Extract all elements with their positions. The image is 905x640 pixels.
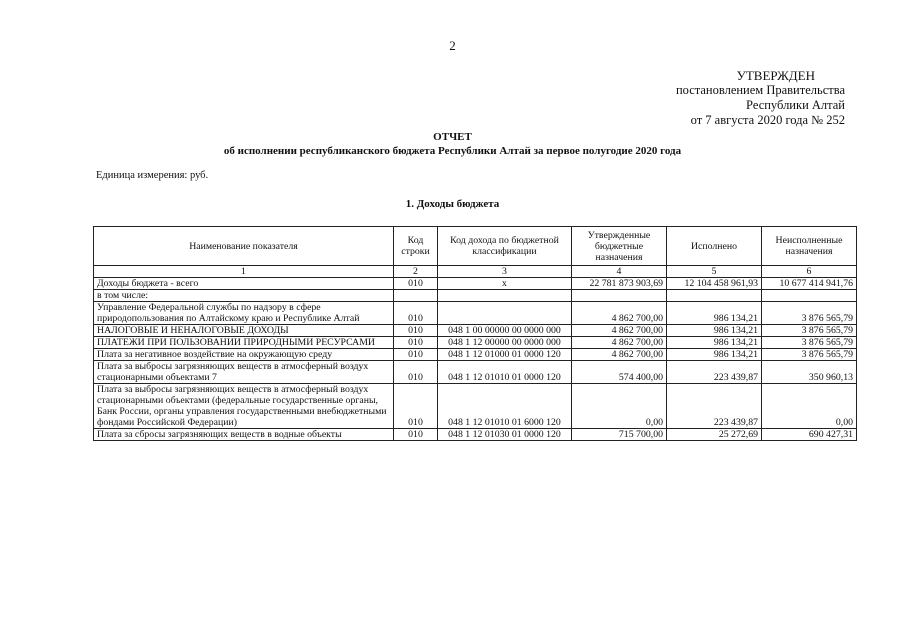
income-code-cell: 048 1 12 00000 00 0000 000 <box>438 337 572 349</box>
row-code-cell: 010 <box>394 278 438 290</box>
executed-amount-cell: 986 134,21 <box>667 325 762 337</box>
column-number-row <box>94 266 857 278</box>
column-header: Неисполненные назначения <box>762 227 857 266</box>
table-row <box>94 325 857 337</box>
title-line: об исполнении республиканского бюджета Республики Алтай за первое полугодие 2020 года <box>223 145 682 157</box>
approval-line: постановлением Правительства <box>675 83 845 97</box>
executed-amount-cell: 25 272,69 <box>667 429 762 441</box>
table-row <box>94 349 857 361</box>
indicator-name-cell: НАЛОГОВЫЕ И НЕНАЛОГОВЫЕ ДОХОДЫ <box>94 325 394 337</box>
row-code-cell: 010 <box>394 349 438 361</box>
unit-of-measure: Единица измерения: руб. <box>96 170 209 181</box>
table-row <box>94 290 857 302</box>
table-row <box>94 302 857 325</box>
row-code-cell: 010 <box>394 302 438 325</box>
column-number: 5 <box>667 266 762 278</box>
section-title: 1. Доходы бюджета <box>405 198 500 210</box>
indicator-name-cell: в том числе: <box>94 290 394 302</box>
approved-amount-cell: 4 862 700,00 <box>572 349 667 361</box>
approved-amount-cell: 0,00 <box>572 384 667 429</box>
income-code-cell <box>438 290 572 302</box>
row-code-cell: 010 <box>394 361 438 384</box>
indicator-name-cell: ПЛАТЕЖИ ПРИ ПОЛЬЗОВАНИИ ПРИРОДНЫМИ РЕСУРСАМИ <box>94 337 394 349</box>
executed-amount-cell: 223 439,87 <box>667 361 762 384</box>
approved-amount-cell: 574 400,00 <box>572 361 667 384</box>
column-header: Код строки <box>394 227 438 266</box>
table-row <box>94 384 857 429</box>
unexecuted-amount-cell: 3 876 565,79 <box>762 302 857 325</box>
executed-amount-cell <box>667 290 762 302</box>
approval-heading: УТВЕРЖДЕН <box>736 68 815 83</box>
income-code-cell: 048 1 00 00000 00 0000 000 <box>438 325 572 337</box>
unexecuted-amount-cell: 690 427,31 <box>762 429 857 441</box>
column-header: Утвержденные бюджетные назначения <box>572 227 667 266</box>
income-code-cell: x <box>438 278 572 290</box>
income-code-cell: 048 1 12 01000 01 0000 120 <box>438 349 572 361</box>
unexecuted-amount-cell: 3 876 565,79 <box>762 325 857 337</box>
approved-amount-cell <box>572 290 667 302</box>
row-code-cell: 010 <box>394 325 438 337</box>
approved-amount-cell: 4 862 700,00 <box>572 337 667 349</box>
column-number: 3 <box>438 266 572 278</box>
table-row <box>94 429 857 441</box>
indicator-name-cell: Плата за выбросы загрязняющих веществ в атмосферный воздух стационарными объектами (федеральные государственные органы, Банк России, органы управления государственными внебюджетными фондами Российской Федерации) <box>94 384 394 429</box>
approval-line: от 7 августа 2020 года № 252 <box>690 113 845 127</box>
unexecuted-amount-cell: 0,00 <box>762 384 857 429</box>
approved-amount-cell: 4 862 700,00 <box>572 325 667 337</box>
indicator-name-cell: Управление Федеральной службы по надзору в сфере природопользования по Алтайскому краю и Республике Алтай <box>94 302 394 325</box>
table-row <box>94 337 857 349</box>
document-title <box>0 130 905 158</box>
income-code-cell <box>438 302 572 325</box>
unexecuted-amount-cell: 3 876 565,79 <box>762 337 857 349</box>
title-line: ОТЧЕТ <box>433 131 472 143</box>
row-code-cell: 010 <box>394 337 438 349</box>
table-header-row <box>94 227 857 266</box>
income-code-cell: 048 1 12 01030 01 0000 120 <box>438 429 572 441</box>
column-header: Код дохода по бюджетной классификации <box>438 227 572 266</box>
column-number: 4 <box>572 266 667 278</box>
table-row <box>94 361 857 384</box>
row-code-cell: 010 <box>394 384 438 429</box>
unexecuted-amount-cell: 10 677 414 941,76 <box>762 278 857 290</box>
executed-amount-cell: 986 134,21 <box>667 337 762 349</box>
income-code-cell: 048 1 12 01010 01 6000 120 <box>438 384 572 429</box>
executed-amount-cell: 223 439,87 <box>667 384 762 429</box>
executed-amount-cell: 12 104 458 961,93 <box>667 278 762 290</box>
income-code-cell: 048 1 12 01010 01 0000 120 <box>438 361 572 384</box>
unexecuted-amount-cell: 350 960,13 <box>762 361 857 384</box>
column-header: Исполнено <box>667 227 762 266</box>
row-code-cell <box>394 290 438 302</box>
indicator-name-cell: Плата за негативное воздействие на окружающую среду <box>94 349 394 361</box>
row-code-cell: 010 <box>394 429 438 441</box>
indicator-name-cell: Доходы бюджета - всего <box>94 278 394 290</box>
approved-amount-cell: 22 781 873 903,69 <box>572 278 667 290</box>
column-number: 2 <box>394 266 438 278</box>
approval-stamp <box>645 68 845 128</box>
table-row <box>94 278 857 290</box>
indicator-name-cell: Плата за выбросы загрязняющих веществ в атмосферный воздух стационарными объектами 7 <box>94 361 394 384</box>
column-number: 6 <box>762 266 857 278</box>
column-header: Наименование показателя <box>94 227 394 266</box>
column-number: 1 <box>94 266 394 278</box>
approved-amount-cell: 4 862 700,00 <box>572 302 667 325</box>
executed-amount-cell: 986 134,21 <box>667 349 762 361</box>
approved-amount-cell: 715 700,00 <box>572 429 667 441</box>
unexecuted-amount-cell: 3 876 565,79 <box>762 349 857 361</box>
page-number: 2 <box>449 38 456 53</box>
unexecuted-amount-cell <box>762 290 857 302</box>
indicator-name-cell: Плата за сбросы загрязняющих веществ в водные объекты <box>94 429 394 441</box>
income-table <box>93 226 857 441</box>
executed-amount-cell: 986 134,21 <box>667 302 762 325</box>
approval-line: Республики Алтай <box>746 98 845 112</box>
